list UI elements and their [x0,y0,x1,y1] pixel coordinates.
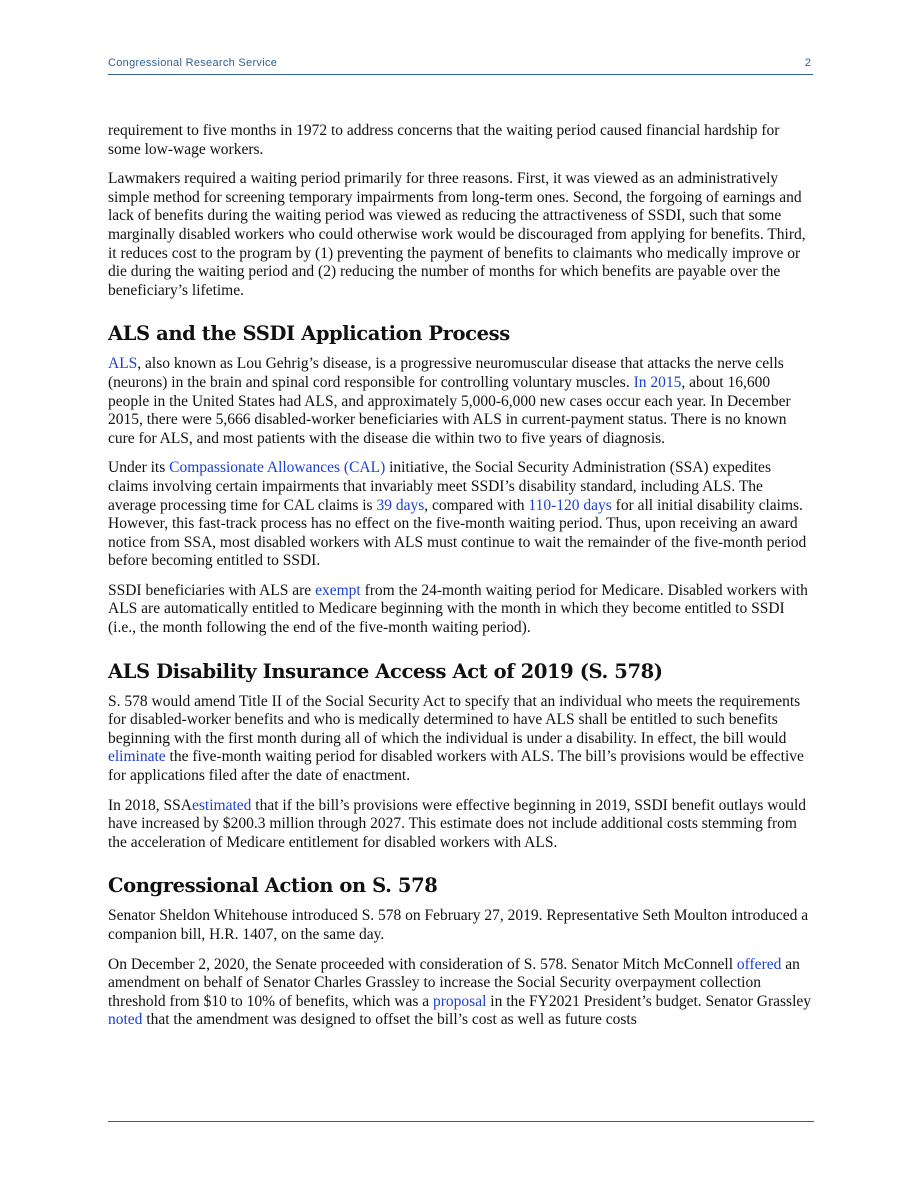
heading-als-insurance-access-act: ALS Disability Insurance Access Act of 2019 (S. 578) [108,659,663,683]
paragraph-compassionate-allowances: Under its Compassionate Allowances (CAL) initiative, the Social Security Administration (SSA) expedites claims involving certain impairments that invariably meet SSDI’s disability standard, including ALS. The average processing time for CAL claims is 39 days, compared with 110-120 days for all initial disability claims. However, this fast-track process has no effect on the five-month waiting period. Thus, upon receiving an award notice from SSA, most disabled workers with ALS must continue to wait the remainder of the five-month period before becoming entitled to SSDI. [108,459,807,570]
document-body [108,122,814,1041]
heading-congressional-action: Congressional Action on S. 578 [108,874,438,898]
page-footer-rule [108,1121,814,1122]
page-header [108,56,813,75]
link-noted[interactable]: noted [108,1011,143,1029]
link-110-120-days[interactable]: 110-120 days [528,496,612,514]
header-organization: Congressional Research Service [108,57,278,69]
header-page-number: 2 [804,57,811,69]
link-exempt[interactable]: exempt [315,581,361,599]
paragraph-medicare-exemption: SSDI beneficiaries with ALS are exempt from the 24-month waiting period for Medicare. Disabled workers with ALS are automatically entitled to Medicare beginning with the month in which they become entitled to SSDI (i.e., the month following the end of the five-month waiting period). [108,581,808,637]
link-39-days[interactable]: 39 days [376,496,425,514]
link-compassionate-allowances[interactable]: Compassionate Allowances (CAL) [169,459,386,477]
link-estimated[interactable]: estimated [191,796,252,814]
link-offered[interactable]: offered [736,955,782,973]
link-eliminate[interactable]: eliminate [108,748,166,766]
paragraph-als-overview: ALS, also known as Lou Gehrig’s disease, is a progressive neuromuscular disease that attacks the nerve cells (neurons) in the brain and spinal cord responsible for controlling voluntary muscles. In 2015, about 16,600 people in the United States had ALS, and approximately 5,000-6,000 new cases occur each year. In December 2015, there were 5,666 disabled-worker beneficiaries with ALS in current-payment status. There is no known cure for ALS, and most patients with the disease die within two to five years of diagnosis. [108,355,791,447]
paragraph-ssa-estimate: In 2018, SSAestimated that if the bill’s provisions were effective beginning in 2019, SSDI benefit outlays would have increased by $200.3 million through 2027. This estimate does not include additional costs stemming from the acceleration of Medicare entitlement for disabled workers with ALS. [108,796,806,851]
heading-als-ssdi-application: ALS and the SSDI Application Process [108,322,510,346]
link-in-2015[interactable]: In 2015 [633,373,682,391]
paragraph-bill-introduction: Senator Sheldon Whitehouse introduced S. 578 on February 27, 2019. Representative Seth Moulton introduced a companion bill, H.R. 1407, on the same day. [108,907,809,943]
link-als[interactable]: ALS [108,355,138,373]
paragraph-senate-consideration: On December 2, 2020, the Senate proceeded with consideration of S. 578. Senator Mitch McConnell offered an amendment on behalf of Senator Charles Grassley to increase the Social Security overpayment collection threshold from $10 to 10% of benefits, which was a proposal in the FY2021 President’s budget. Senator Grassley noted that the amendment was designed to offset the bill’s cost as well as future costs [108,955,812,1029]
paragraph-s578-provisions: S. 578 would amend Title II of the Social Security Act to specify that an individual who meets the requirements for disabled-worker benefits and who is medically determined to have ALS shall be entitled to such benefits beginning with the first month during all of which the individual is under a disability. In effect, the bill would eliminate the five-month waiting period for disabled workers with ALS. The bill’s provisions would be effective for applications filed after the date of enactment. [108,692,804,785]
link-proposal[interactable]: proposal [433,992,487,1010]
paragraph-waiting-period-reasons: Lawmakers required a waiting period primarily for three reasons. First, it was viewed as an administratively simple method for screening temporary impairments from long-term ones. Second, the forgoing of earnings and lack of benefits during the waiting period was viewed as reducing the attractiveness of SSDI, such that some marginally disabled workers who could otherwise work would be discouraged from applying for benefits. Third, it reduces cost to the program by (1) preventing the payment of benefits to claimants who medically improve or die during the waiting period and (2) reducing the number of months for which benefits are payable over the beneficiary’s lifetime. [108,170,806,299]
paragraph-waiting-period-history: requirement to five months in 1972 to address concerns that the waiting period caused financial hardship for some low-wage workers. [108,122,780,158]
